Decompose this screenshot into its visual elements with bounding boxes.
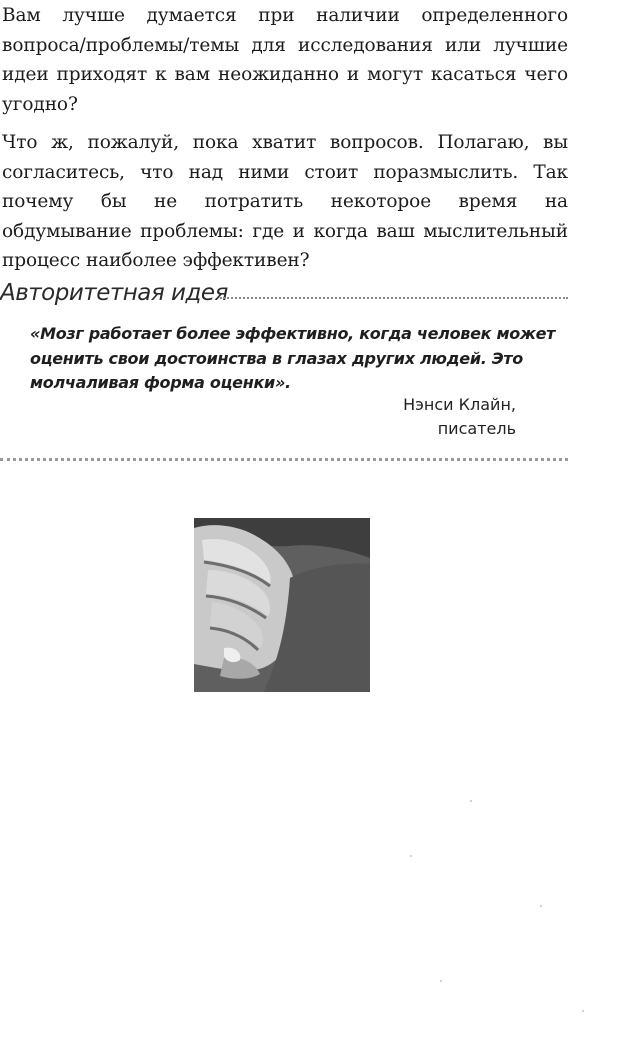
heading-dotted-rule xyxy=(220,297,568,299)
paper-speck xyxy=(410,855,412,857)
photo-person-hand-on-head xyxy=(194,518,370,692)
body-paragraph-2: Что ж, пожалуй, пока хватит вопросов. Полагаю, вы согласитесь, что над ними стоит поразмыслить. Так почему бы не потратить некоторое время на обдумывание проблемы: где и когда ваш мыслительный процесс наиболее эффективен? xyxy=(2,132,568,271)
section-heading: Авторитетная идея xyxy=(0,280,228,306)
paper-speck xyxy=(540,905,542,907)
authority-idea-box xyxy=(0,280,568,470)
section-heading-row xyxy=(0,280,568,316)
author-name: Нэнси Клайн, xyxy=(403,395,516,414)
section-bottom-rule xyxy=(0,458,568,461)
body-paragraph-1: Вам лучше думается при наличии определенного вопроса/проблемы/темы для исследования или лучшие идеи приходят к вам неожиданно и могут касаться чего угодно? xyxy=(2,5,568,115)
quote-attribution xyxy=(403,393,516,441)
paper-speck xyxy=(470,800,472,802)
paper-speck xyxy=(582,1010,584,1012)
author-role: писатель xyxy=(437,419,516,438)
paper-speck xyxy=(440,980,442,982)
quote-text: «Мозг работает более эффективно, когда человек может оценить свои достоинства в глазах других людей. Это молчаливая форма оценки». xyxy=(30,324,556,392)
